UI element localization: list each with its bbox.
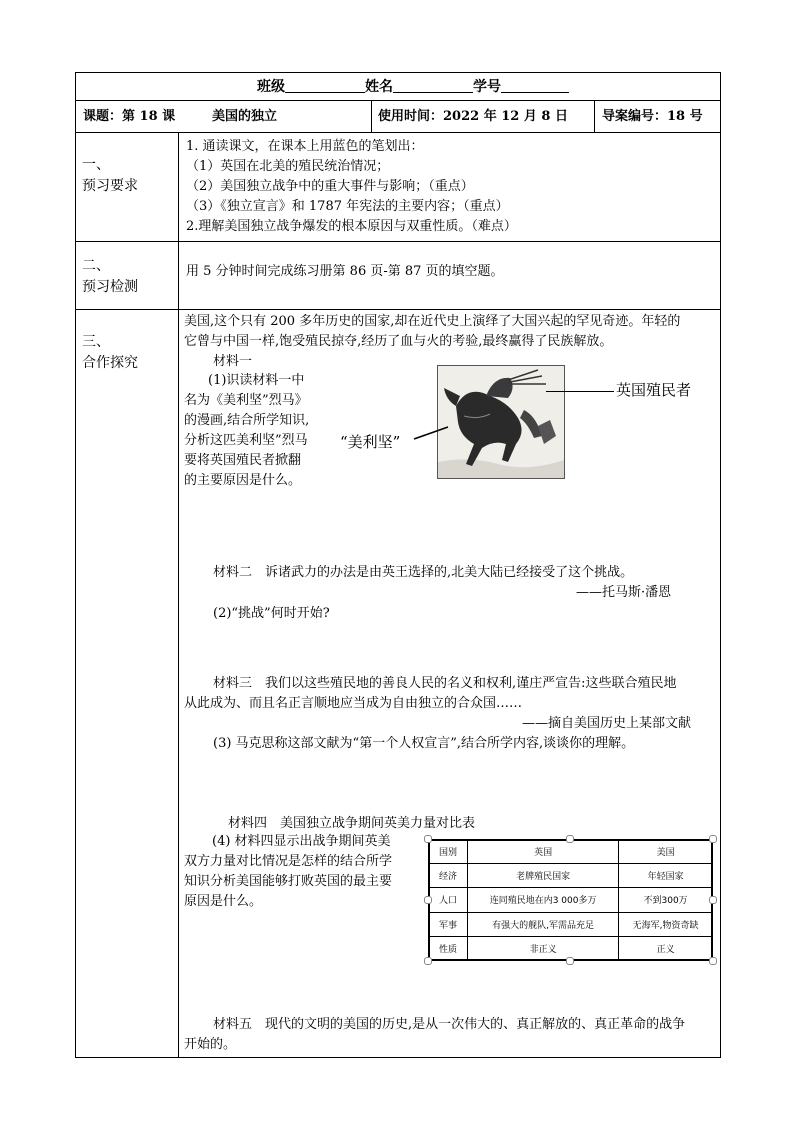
section-2-label: 预习检测 [82,279,138,295]
table-row [429,864,713,888]
material-2-text: 材料二 诉诸武力的办法是由英王选择的,北美大陆已经接受了这个挑战。 [213,565,634,580]
table-cell: 非正义 [468,936,619,960]
cartoon-label-america: “美利坚” [340,433,401,451]
resize-handle [424,896,432,904]
resize-handle [424,957,432,965]
name-label: 姓名 [365,79,393,95]
material-5-text-2: 开始的。 [184,1037,237,1052]
guide-number: 导案编号：18 号 [602,109,703,124]
material-3-source: ——摘自美国历史上某部文献 [522,716,692,731]
lesson-number: 课题：第 18 课 [83,109,176,124]
table-cell: 人口 [429,888,468,912]
intro-line-2: 它曾与中国一样,饱受殖民掠夺,经历了血与火的考验,最终赢得了民族解放。 [184,334,613,349]
req-line: 2.理解美国独立战争爆发的根本原因与双重性质。（难点） [186,219,517,234]
req-line: （2）美国独立战争中的重大事件与影响；（重点） [186,179,474,194]
m1-line: 分析这匹美利坚”烈马 [184,433,308,448]
material-3-question: (3) 马克思称这部文献为“第一个人权宣言”,结合所学内容,谈谈你的理解。 [213,736,635,751]
table-cell: 无海军,物资奇缺 [619,912,713,936]
row-divider [76,241,720,242]
table-row [429,912,713,936]
section-3-number: 三、 [82,334,110,350]
resize-handle [709,835,717,843]
m1-line: 的漫画,结合所学知识, [184,413,310,428]
section-1-number: 一、 [82,157,110,173]
table-cell: 不到300万 [619,888,713,912]
table-cell: 经济 [429,864,468,888]
horse-rider-illustration [438,366,564,478]
m4-line: 双方力量对比情况是怎样的结合所学 [184,854,393,869]
table-cell: 军事 [429,912,468,936]
m4-line: (4) 材料四显示出战争期间英美 [212,834,391,849]
m1-line: 要将英国殖民者掀翻 [184,453,302,468]
table-cell: 美国 [619,840,713,864]
section-3-label: 合作探究 [82,355,138,371]
col-divider [594,100,595,132]
table-row [429,888,713,912]
table-row [429,840,713,864]
class-label: 班级 [257,79,285,95]
row-divider [76,132,720,133]
table-cell: 性质 [429,936,468,960]
table-cell: 英国 [468,840,619,864]
table-cell: 国别 [429,840,468,864]
req-line: 1. 通读课文，在课本上用蓝色的笔划出： [186,139,424,154]
table-cell: 正义 [619,936,713,960]
col-divider [371,100,372,132]
section-2-number: 二、 [82,258,110,274]
material-4-title: 材料四 美国独立战争期间英美力量对比表 [228,816,476,831]
m4-line: 知识分析美国能够打败英国的最主要 [184,874,393,889]
cartoon-label-colonist: 英国殖民者 [616,381,692,399]
m1-line: 的主要原因是什么。 [184,473,302,488]
class-blank[interactable] [285,80,365,93]
row-divider [76,100,720,101]
id-blank[interactable] [501,80,569,93]
use-time: 使用时间：2022 年 12 月 8 日 [378,109,568,124]
table-cell: 年轻国家 [619,864,713,888]
req-line: （1）英国在北美的殖民统治情况； [186,159,390,174]
m4-line: 原因是什么。 [184,894,263,909]
material-2-question: (2)“挑战”何时开始? [213,606,330,621]
material-3-text-1: 材料三 我们以这些殖民地的善良人民的名义和权利,谨庄严宣告:这些联合殖民地 [213,676,677,691]
material-4-question [184,832,392,912]
material-5-text-1: 材料五 现代的文明的美国的历史,是从一次伟大的、真正解放的、真正革命的战争 [213,1017,686,1032]
id-label: 学号 [473,79,501,95]
table-cell: 有强大的舰队,军需品充足 [468,912,619,936]
colonist-pointer [546,391,614,392]
resize-handle [566,957,574,965]
resize-handle [424,835,432,843]
m1-line: 名为《美利坚”烈马》 [184,393,308,408]
resize-handle [709,896,717,904]
intro-line-1: 美国,这个只有 200 多年历史的国家,却在近代史上演绎了大国兴起的罕见奇迹。年轻的 [184,314,681,329]
m1-line: (1)识读材料一中 [208,373,305,388]
table-cell: 老牌殖民国家 [468,864,619,888]
lesson-title: 美国的独立 [212,109,278,124]
name-blank[interactable] [393,80,473,93]
resize-handle [709,957,717,965]
section-1-content [186,137,517,237]
table-cell: 连同殖民地在内3 000多万 [468,888,619,912]
preview-check-text: 用 5 分钟时间完成练习册第 86 页-第 87 页的填空题。 [186,264,504,279]
row-divider [76,309,720,310]
resize-handle [566,835,574,843]
section-1-label: 预习要求 [82,178,138,194]
material-2-source: ——托马斯·潘恩 [576,585,672,600]
header-fields [257,80,569,94]
force-comparison-table [428,839,713,961]
req-line: （3）《独立宣言》和 1787 年宪法的主要内容；（重点） [186,199,509,214]
america-pointer [412,423,452,443]
lesson-guide-sheet [75,72,721,1058]
material-1-question [184,371,309,491]
col-divider [178,132,179,1058]
material-3-text-2: 从此成为、而且名正言顺地应当成为自由独立的合众国…… [184,696,523,711]
material-1-title: 材料一 [213,354,253,369]
american-horse-cartoon [437,365,565,479]
